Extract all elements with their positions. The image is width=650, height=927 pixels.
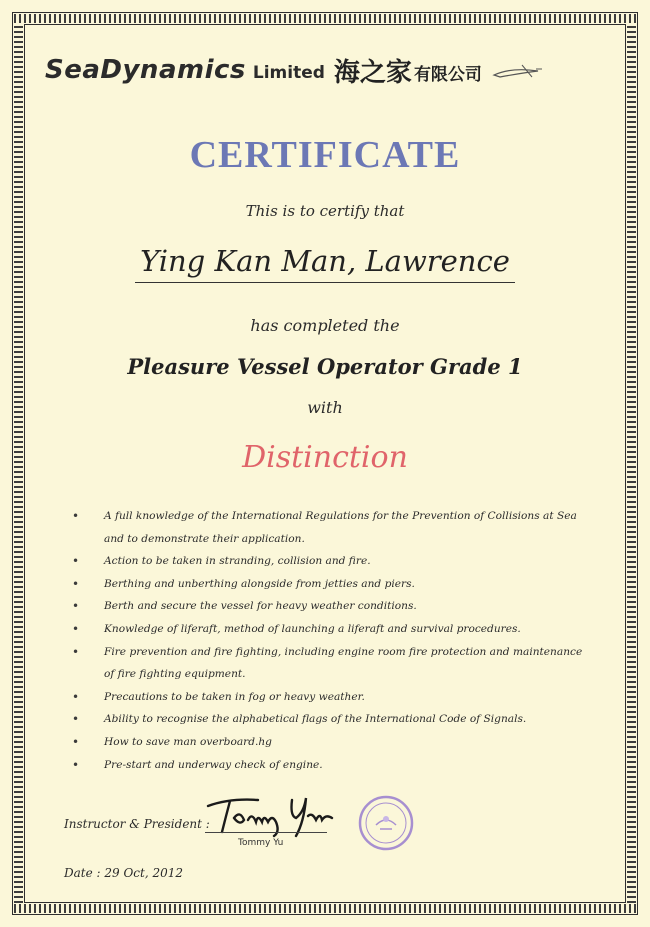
course-name: Pleasure Vessel Operator Grade 1: [127, 354, 523, 379]
grade-distinction: Distinction: [242, 440, 408, 475]
signature-line: [205, 832, 327, 833]
list-item: • How to save man overboard.hg: [70, 731, 590, 754]
recipient-underline: [135, 282, 515, 283]
list-item: • Pre-start and underway check of engine.: [70, 754, 590, 777]
signer-name: Tommy Yu: [238, 838, 284, 848]
instructor-label: Instructor & President :: [64, 817, 210, 831]
competency-list: [70, 505, 590, 776]
with-line: with: [307, 398, 343, 417]
certificate-title: CERTIFICATE: [189, 134, 461, 176]
list-item: • Berthing and unberthing alongside from jetties and piers.: [70, 573, 590, 596]
list-item: • Ability to recognise the alphabetical flags of the International Code of Signals.: [70, 708, 590, 731]
sailboat-logo-icon: [492, 63, 544, 81]
company-chinese-suffix: 有限公司: [413, 65, 482, 85]
list-item: • Knowledge of liferaft, method of launching a liferaft and survival procedures.: [70, 618, 590, 641]
certify-line: This is to certify that: [245, 202, 405, 220]
company-seal-stamp: [358, 795, 414, 851]
completed-line: has completed the: [250, 316, 400, 335]
list-item: • Precautions to be taken in fog or heavy weather.: [70, 686, 590, 709]
list-item: • A full knowledge of the International Regulations for the Prevention of Collisions at Sea and to demonstrate their application.: [70, 505, 590, 550]
recipient-name: Ying Kan Man, Lawrence: [140, 244, 510, 278]
company-limited: Limited: [252, 62, 325, 83]
issue-date: Date : 29 Oct, 2012: [64, 866, 184, 880]
list-item: • Action to be taken in stranding, collision and fire.: [70, 550, 590, 573]
company-header: [45, 52, 615, 88]
list-item: • Berth and secure the vessel for heavy weather conditions.: [70, 595, 590, 618]
company-chinese-name: 海之家: [333, 57, 412, 88]
company-name: SeaDynamics: [45, 55, 246, 85]
list-item: • Fire prevention and fire fighting, including engine room fire protection and maintenance of fire fighting equipment.: [70, 641, 590, 686]
